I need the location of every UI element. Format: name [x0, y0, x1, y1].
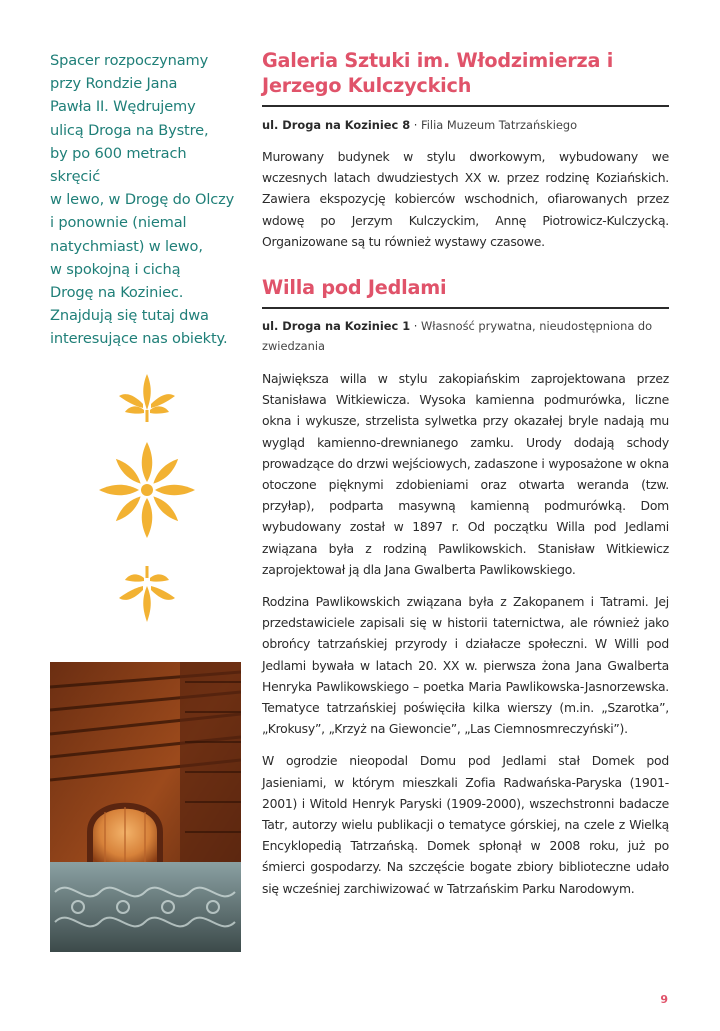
section-address: ul. Droga na Koziniec 1: [262, 319, 411, 334]
section-title: Willa pod Jedlami: [262, 276, 447, 300]
section-paragraph: Murowany budynek w stylu dworkowym, wybudowany we wczesnych latach dwudziestych XX w. przez rodzinę Koziańskich. Zawiera ekspozycję kobierców wschodnich, ofiarowanych przez wdowę po Jerzym Kulczyckim, Annę Piotrowicz-Kulczycką. Organizowane są tu również wystawy czasowe.: [262, 149, 669, 249]
section-galeria: [262, 48, 669, 252]
section-address: ul. Droga na Koziniec 8: [262, 118, 411, 132]
section-divider: [262, 105, 669, 107]
sidebar-intro: Spacer rozpoczynamy przy Rondzie Jana Pawła II. Wędrujemy ulicą Droga na Bystre, by po 600 metrach skręcić w lewo, w Drogę do Olczy i ponownie (niemal natychmiast) w lewo, w spokojną i cichą Drogę na Koziniec. Znajdują się tutaj dwa interesujące nas obiekty.: [50, 52, 235, 348]
meta-separator: ·: [410, 118, 422, 132]
section-paragraph: Rodzina Pawlikowskich związana była z Zakopanem i Tatrami. Jej przedstawiciele zapisali się w historii taternictwa, ale również jako obrońcy tatrzańskiej przyrody i działacze społeczni. W Willi pod Jedlami bywała w latach 20. XX w. pierwsza żona Jana Gwalberta Henryka Pawlikowskiego – poetka Maria Pawlikowska-Jasnorzewska. Tematyce tatrzańskiej poświęciła kilka wierszy (m.in. „Szarotka”, „Krokusy”, „Krzyż na Giewoncie”, „Las Ciemnosmreczyński”).: [262, 594, 669, 737]
meta-separator: ·: [410, 319, 422, 334]
section-meta: [262, 115, 669, 135]
section-divider: [262, 307, 669, 309]
page-number: 9: [660, 993, 668, 1006]
section-title: Galeria Sztuki im. Włodzimierza i Jerzego Kulczyckich: [262, 49, 614, 97]
carved-wooden-interior-photo: [50, 662, 241, 952]
section-description: Filia Muzeum Tatrzańskiego: [421, 118, 578, 132]
section-paragraph: W ogrodzie nieopodal Domu pod Jedlami stał Domek pod Jasieniami, w którym mieszkali Zofia Radwańska-Paryska (1901-2001) i Witold Henryk Paryski (1909-2000), wszechstronni badacze Tatr, autorzy wielu publikacji o tematyce górskiej, na czele z Wielką Encyklopedią Tatrzańską. Domek spłonął w 2008 roku, już po śmierci gospodarzy. Na szczęście bogate zbiory biblioteczne udało się wcześniej zarchiwizować w Tatrzańskim Parku Narodowym.: [262, 753, 669, 896]
section-description: Własność prywatna, nieudostępniona do zwiedzania: [262, 319, 653, 354]
section-meta: [262, 316, 669, 356]
main-content: [262, 48, 669, 899]
goral-sun-ornament-icon: [92, 370, 202, 625]
section-paragraph: Największa willa w stylu zakopiańskim zaprojektowana przez Stanisława Witkiewicza. Wysoka kamienna podmurówka, liczne okna i wykusze, strzelista sylwetka przy okazałej bryle nadają mu wygląd kamienno-drewnianego zamku. Urody dodają schody prowadzące do drzwi wejściowych, zadaszone i wyposażone w okna otoczone pięknymi zdobieniami oraz otwarta weranda (tzw. przyłap), podparta masywną kamienną podmurówką. Dom wybudowany został w 1897 r. Od początku Willa pod Jedlami związana była z rodziną Pawlikowskich. Stanisław Witkiewicz zaprojektował ją dla Jana Gwalberta Pawlikowskiego.: [262, 371, 669, 577]
section-willa: [262, 275, 669, 899]
